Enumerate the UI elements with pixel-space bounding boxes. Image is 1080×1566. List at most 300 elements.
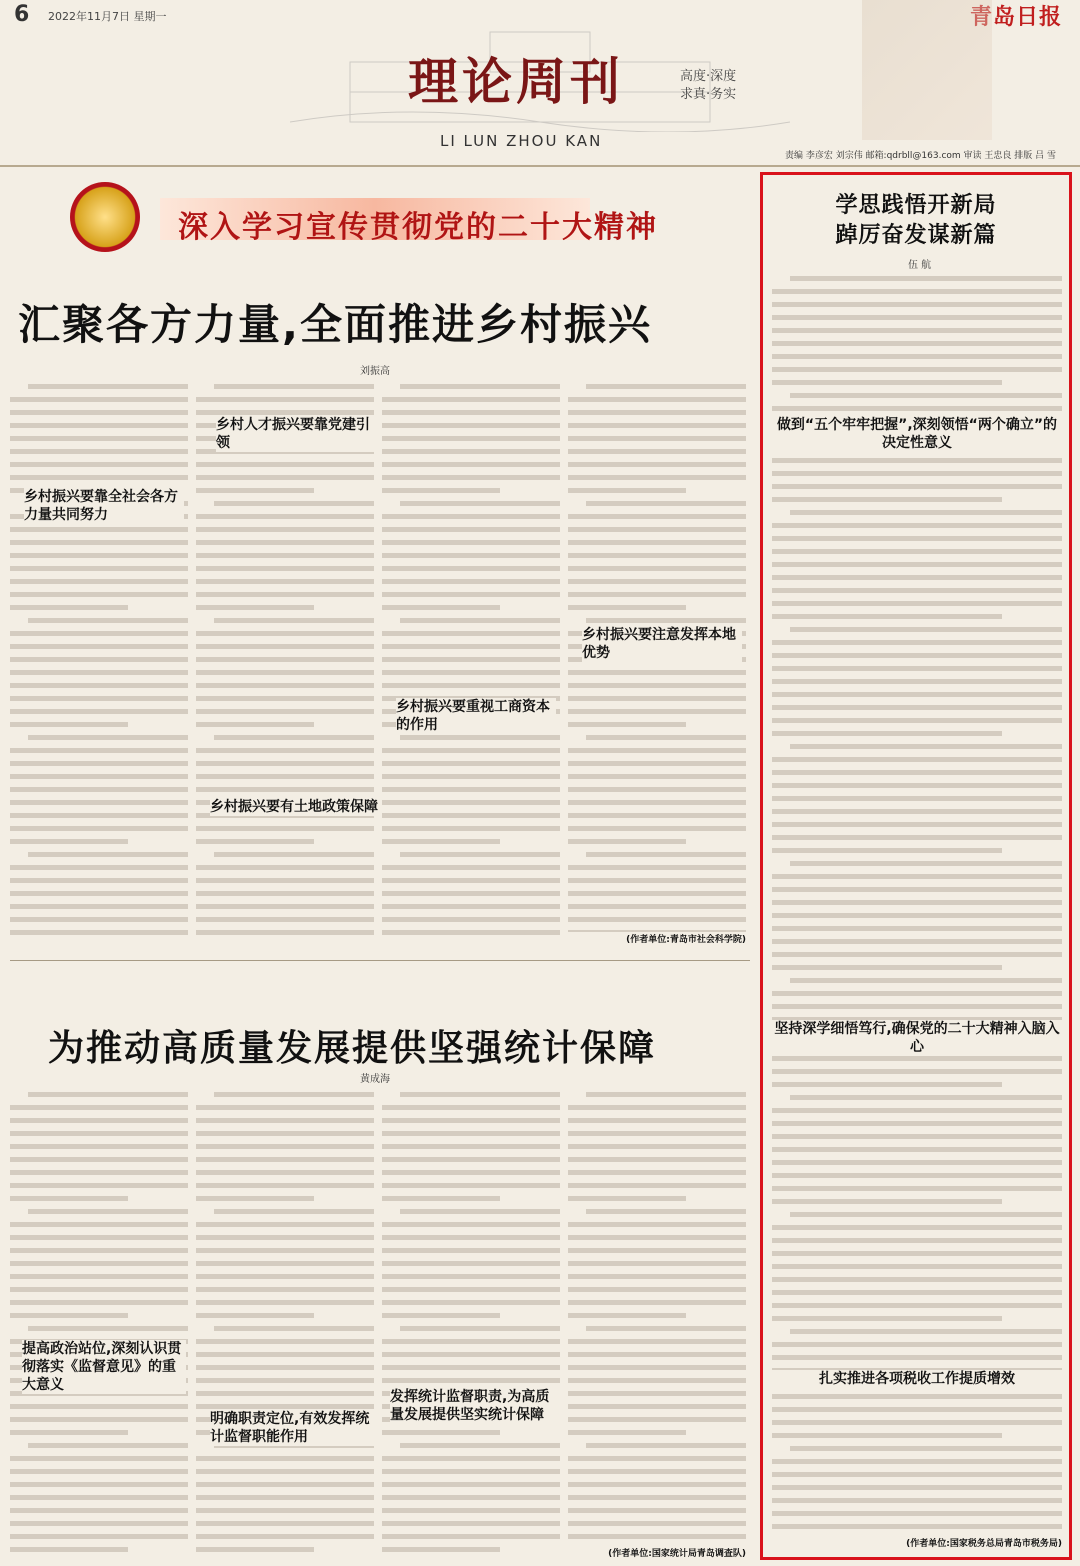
- text-line: [382, 462, 560, 467]
- article1-body: [10, 380, 750, 950]
- text-line: [196, 1274, 374, 1279]
- text-line: [568, 449, 746, 454]
- text-line: [772, 523, 1062, 528]
- text-line: [28, 735, 188, 740]
- text-line: [772, 484, 1062, 489]
- text-line: [568, 1417, 746, 1422]
- text-line: [10, 917, 188, 922]
- text-line: [772, 1290, 1062, 1295]
- text-line: [568, 787, 746, 792]
- text-line: [10, 566, 188, 571]
- text-line: [772, 549, 1062, 554]
- text-line: [772, 1420, 1062, 1425]
- text-line: [568, 1495, 746, 1500]
- text-line: [382, 657, 560, 662]
- text-line: [382, 1196, 500, 1201]
- text-line: [196, 605, 314, 610]
- text-line: [568, 1131, 746, 1136]
- text-column: [10, 380, 188, 945]
- text-line: [382, 1261, 560, 1266]
- text-line: [568, 865, 746, 870]
- text-line: [10, 1313, 128, 1318]
- text-line: [772, 1342, 1062, 1347]
- text-line: [196, 1378, 374, 1383]
- text-line: [772, 1056, 1062, 1061]
- text-line: [10, 1274, 188, 1279]
- text-line: [772, 809, 1062, 814]
- article1-author-note: (作者单位:青岛市社会科学院): [568, 932, 746, 945]
- text-line: [10, 1157, 188, 1162]
- text-line: [382, 1131, 560, 1136]
- text-line: [382, 527, 560, 532]
- text-line: [568, 1521, 746, 1526]
- text-line: [772, 991, 1062, 996]
- text-line: [10, 436, 188, 441]
- text-line: [772, 770, 1062, 775]
- text-line: [196, 1521, 374, 1526]
- text-line: [772, 1264, 1062, 1269]
- text-line: [196, 1222, 374, 1227]
- text-line: [382, 1183, 560, 1188]
- text-line: [586, 618, 746, 623]
- text-line: [568, 683, 746, 688]
- text-line: [196, 1287, 374, 1292]
- text-line: [196, 514, 374, 519]
- text-line: [382, 904, 560, 909]
- text-line: [10, 1222, 188, 1227]
- text-line: [10, 865, 188, 870]
- text-line: [10, 1196, 128, 1201]
- text-line: [568, 1404, 746, 1409]
- article1-subhead: 乡村人才振兴要靠党建引领: [216, 416, 376, 452]
- text-line: [196, 527, 374, 532]
- text-line: [772, 666, 1062, 671]
- text-line: [568, 1170, 746, 1175]
- text-line: [790, 276, 1062, 281]
- text-line: [196, 696, 374, 701]
- article3-body: [772, 272, 1062, 1552]
- text-line: [382, 1482, 560, 1487]
- text-line: [196, 761, 374, 766]
- text-line: [772, 1069, 1062, 1074]
- text-line: [772, 926, 1062, 931]
- text-line: [382, 813, 560, 818]
- text-line: [568, 514, 746, 519]
- text-line: [10, 1430, 128, 1435]
- text-line: [214, 1092, 374, 1097]
- text-column: [382, 380, 560, 945]
- text-line: [196, 1144, 374, 1149]
- text-line: [10, 839, 128, 844]
- text-line: [10, 1404, 188, 1409]
- text-line: [382, 397, 560, 402]
- text-line: [10, 1495, 188, 1500]
- text-line: [568, 1235, 746, 1240]
- article3-byline: 伍 航: [908, 260, 932, 271]
- text-line: [382, 1456, 560, 1461]
- text-line: [568, 1196, 686, 1201]
- article2-author-note: (作者单位:国家统计局青岛调查队): [568, 1546, 746, 1559]
- text-line: [10, 891, 188, 896]
- text-line: [382, 683, 560, 688]
- issue-date: 2022年11月7日 星期一: [48, 10, 167, 23]
- text-line: [10, 1300, 188, 1305]
- text-line: [586, 1326, 746, 1331]
- text-line: [10, 449, 188, 454]
- text-line: [568, 592, 746, 597]
- text-line: [586, 501, 746, 506]
- text-line: [568, 1105, 746, 1110]
- text-line: [586, 1443, 746, 1448]
- text-line: [382, 748, 560, 753]
- text-line: [196, 1391, 374, 1396]
- text-line: [10, 878, 188, 883]
- text-line: [772, 1498, 1062, 1503]
- text-line: [772, 757, 1062, 762]
- text-line: [772, 341, 1062, 346]
- text-line: [382, 514, 560, 519]
- text-line: [196, 826, 374, 831]
- text-line: [196, 1339, 374, 1344]
- text-line: [10, 579, 188, 584]
- title-line: 学思践悟开新局: [835, 192, 997, 218]
- text-line: [772, 874, 1062, 879]
- text-line: [382, 670, 560, 675]
- text-line: [586, 384, 746, 389]
- theme-banner: [10, 178, 750, 264]
- article3-subhead: 扎实推进各项税收工作提质增效: [772, 1370, 1062, 1388]
- text-line: [790, 510, 1062, 515]
- article1-headline: 汇聚各方力量,全面推进乡村振兴: [18, 300, 652, 349]
- text-line: [10, 631, 188, 636]
- text-line: [382, 1170, 560, 1175]
- text-line: [772, 536, 1062, 541]
- text-line: [196, 1105, 374, 1110]
- text-line: [568, 800, 746, 805]
- banner-text: 深入学习宣传贯彻党的二十大精神: [178, 210, 658, 245]
- text-line: [568, 475, 746, 480]
- text-line: [772, 679, 1062, 684]
- text-line: [772, 796, 1062, 801]
- text-line: [772, 822, 1062, 827]
- text-line: [196, 670, 374, 675]
- text-line: [568, 566, 746, 571]
- text-line: [196, 553, 374, 558]
- text-line: [196, 1313, 314, 1318]
- text-line: [382, 1235, 560, 1240]
- text-line: [772, 640, 1062, 645]
- text-line: [772, 1134, 1062, 1139]
- text-line: [196, 722, 314, 727]
- text-line: [400, 384, 560, 389]
- text-line: [196, 579, 374, 584]
- text-line: [400, 735, 560, 740]
- text-line: [196, 475, 374, 480]
- text-line: [196, 1196, 314, 1201]
- text-line: [196, 1547, 314, 1552]
- text-line: [214, 1326, 374, 1331]
- text-line: [10, 462, 188, 467]
- text-line: [382, 631, 560, 636]
- text-line: [382, 449, 560, 454]
- text-line: [196, 1365, 374, 1370]
- text-line: [10, 644, 188, 649]
- text-line: [568, 670, 746, 675]
- text-line: [196, 787, 374, 792]
- text-line: [568, 1456, 746, 1461]
- text-line: [382, 1144, 560, 1149]
- text-line: [10, 475, 188, 480]
- text-line: [790, 1329, 1062, 1334]
- text-line: [568, 904, 746, 909]
- text-line: [196, 930, 374, 935]
- text-line: [214, 852, 374, 857]
- text-line: [10, 423, 188, 428]
- text-line: [772, 952, 1062, 957]
- text-line: [586, 735, 746, 740]
- text-line: [400, 1209, 560, 1214]
- text-line: [772, 653, 1062, 658]
- text-line: [10, 774, 188, 779]
- text-line: [568, 527, 746, 532]
- text-line: [772, 1407, 1062, 1412]
- text-line: [196, 397, 374, 402]
- text-line: [28, 1326, 188, 1331]
- text-line: [196, 748, 374, 753]
- text-line: [28, 852, 188, 857]
- text-line: [568, 1469, 746, 1474]
- text-line: [568, 839, 686, 844]
- text-line: [28, 1443, 188, 1448]
- text-line: [196, 1170, 374, 1175]
- text-line: [568, 1378, 746, 1383]
- text-line: [400, 501, 560, 506]
- text-line: [568, 891, 746, 896]
- text-line: [10, 397, 188, 402]
- text-line: [196, 1495, 374, 1500]
- text-line: [10, 1170, 188, 1175]
- text-line: [568, 423, 746, 428]
- text-line: [568, 1352, 746, 1357]
- section-pinyin: LI LUN ZHOU KAN: [440, 132, 603, 150]
- article1-subhead: 乡村振兴要重视工商资本的作用: [396, 698, 556, 734]
- text-line: [196, 917, 374, 922]
- text-line: [10, 1183, 188, 1188]
- author-photo: [862, 0, 992, 140]
- section-divider: [10, 960, 750, 961]
- slogan-line: 求真·务实: [680, 87, 737, 102]
- text-line: [10, 1534, 188, 1539]
- text-line: [772, 588, 1062, 593]
- text-line: [382, 644, 560, 649]
- text-line: [196, 1508, 374, 1513]
- text-line: [196, 1157, 374, 1162]
- text-line: [196, 410, 374, 415]
- text-line: [772, 1160, 1062, 1165]
- text-line: [568, 826, 746, 831]
- text-line: [772, 1277, 1062, 1282]
- section-slogan: [680, 68, 750, 104]
- page-number: 6: [14, 2, 30, 27]
- text-line: [196, 1352, 374, 1357]
- text-line: [568, 1157, 746, 1162]
- text-line: [568, 1300, 746, 1305]
- text-line: [10, 1456, 188, 1461]
- text-column: [196, 1088, 374, 1558]
- text-line: [772, 1433, 1002, 1438]
- text-line: [586, 1209, 746, 1214]
- text-line: [196, 1404, 374, 1409]
- text-line: [382, 1521, 560, 1526]
- text-line: [382, 605, 500, 610]
- text-line: [10, 553, 188, 558]
- text-line: [10, 540, 188, 545]
- text-line: [10, 904, 188, 909]
- article1-subhead: 乡村振兴要有土地政策保障: [210, 799, 378, 815]
- text-line: [568, 436, 746, 441]
- text-line: [382, 579, 560, 584]
- text-line: [382, 891, 560, 896]
- text-line: [196, 644, 374, 649]
- text-line: [196, 683, 374, 688]
- text-line: [772, 289, 1062, 294]
- text-line: [214, 384, 374, 389]
- text-line: [28, 1209, 188, 1214]
- text-line: [196, 1118, 374, 1123]
- text-line: [772, 328, 1062, 333]
- text-line: [214, 735, 374, 740]
- text-line: [382, 787, 560, 792]
- text-line: [196, 1183, 374, 1188]
- text-line: [10, 592, 188, 597]
- text-line: [790, 393, 1062, 398]
- text-line: [382, 1339, 560, 1344]
- article1-subhead: 乡村振兴要注意发挥本地优势: [582, 626, 742, 662]
- text-line: [382, 1508, 560, 1513]
- text-line: [772, 1303, 1062, 1308]
- text-line: [772, 705, 1062, 710]
- text-line: [10, 1261, 188, 1266]
- text-line: [772, 783, 1062, 788]
- text-line: [382, 1248, 560, 1253]
- text-line: [790, 861, 1062, 866]
- text-line: [772, 614, 1002, 619]
- text-line: [568, 761, 746, 766]
- text-line: [214, 618, 374, 623]
- text-line: [568, 748, 746, 753]
- text-line: [10, 696, 188, 701]
- text-line: [568, 1118, 746, 1123]
- text-line: [382, 761, 560, 766]
- text-line: [790, 1095, 1062, 1100]
- text-line: [382, 800, 560, 805]
- title-line: 踔厉奋发谋新篇: [835, 222, 997, 248]
- text-line: [382, 1118, 560, 1123]
- text-line: [772, 692, 1062, 697]
- text-column: [772, 272, 1062, 1548]
- text-line: [196, 878, 374, 883]
- text-line: [382, 540, 560, 545]
- text-line: [196, 1534, 374, 1539]
- text-line: [772, 1108, 1062, 1113]
- text-line: [772, 471, 1062, 476]
- text-line: [10, 410, 188, 415]
- text-line: [568, 917, 746, 922]
- text-line: [586, 1092, 746, 1097]
- text-line: [196, 631, 374, 636]
- text-line: [196, 462, 374, 467]
- text-line: [568, 1222, 746, 1227]
- text-column: [568, 1088, 746, 1558]
- article2-byline: 黄成海: [360, 1074, 390, 1085]
- text-line: [10, 813, 188, 818]
- text-line: [772, 835, 1062, 840]
- text-line: [568, 410, 746, 415]
- text-column: [568, 380, 746, 945]
- text-line: [10, 1105, 188, 1110]
- text-line: [10, 1482, 188, 1487]
- text-line: [10, 1131, 188, 1136]
- text-line: [772, 406, 1062, 411]
- text-line: [196, 1482, 374, 1487]
- text-line: [790, 1212, 1062, 1217]
- article3-subhead: 坚持深学细悟笃行,确保党的二十大精神入脑入心: [772, 1020, 1062, 1056]
- text-line: [196, 891, 374, 896]
- text-line: [382, 592, 560, 597]
- text-line: [772, 315, 1062, 320]
- text-line: [568, 1365, 746, 1370]
- text-line: [772, 1121, 1062, 1126]
- text-line: [10, 657, 188, 662]
- text-line: [382, 553, 560, 558]
- text-line: [196, 774, 374, 779]
- text-line: [382, 917, 560, 922]
- text-line: [568, 722, 686, 727]
- text-line: [382, 865, 560, 870]
- text-line: [10, 1118, 188, 1123]
- text-line: [214, 1209, 374, 1214]
- text-line: [196, 1469, 374, 1474]
- text-line: [568, 1274, 746, 1279]
- text-line: [382, 1534, 560, 1539]
- text-line: [790, 978, 1062, 983]
- text-line: [10, 787, 188, 792]
- text-line: [196, 1248, 374, 1253]
- text-line: [382, 1365, 560, 1370]
- text-line: [10, 605, 128, 610]
- text-line: [382, 410, 560, 415]
- text-line: [772, 497, 1002, 502]
- slogan-line: 高度·深度: [680, 69, 737, 84]
- text-line: [196, 865, 374, 870]
- text-line: [772, 1082, 1002, 1087]
- text-line: [772, 380, 1002, 385]
- text-line: [772, 1394, 1062, 1399]
- text-line: [196, 540, 374, 545]
- text-column: [196, 380, 374, 945]
- text-line: [10, 1521, 188, 1526]
- text-line: [196, 1300, 374, 1305]
- text-line: [400, 1443, 560, 1448]
- text-line: [772, 1511, 1062, 1516]
- text-line: [568, 488, 686, 493]
- text-line: [772, 575, 1062, 580]
- text-line: [28, 384, 188, 389]
- article2-body: [10, 1088, 750, 1560]
- text-line: [196, 566, 374, 571]
- editor-credits: 责编 李彦宏 刘宗伟 邮箱:qdrbll@163.com 审读 王忠良 排版 吕 雪: [784, 151, 1056, 161]
- text-line: [568, 1248, 746, 1253]
